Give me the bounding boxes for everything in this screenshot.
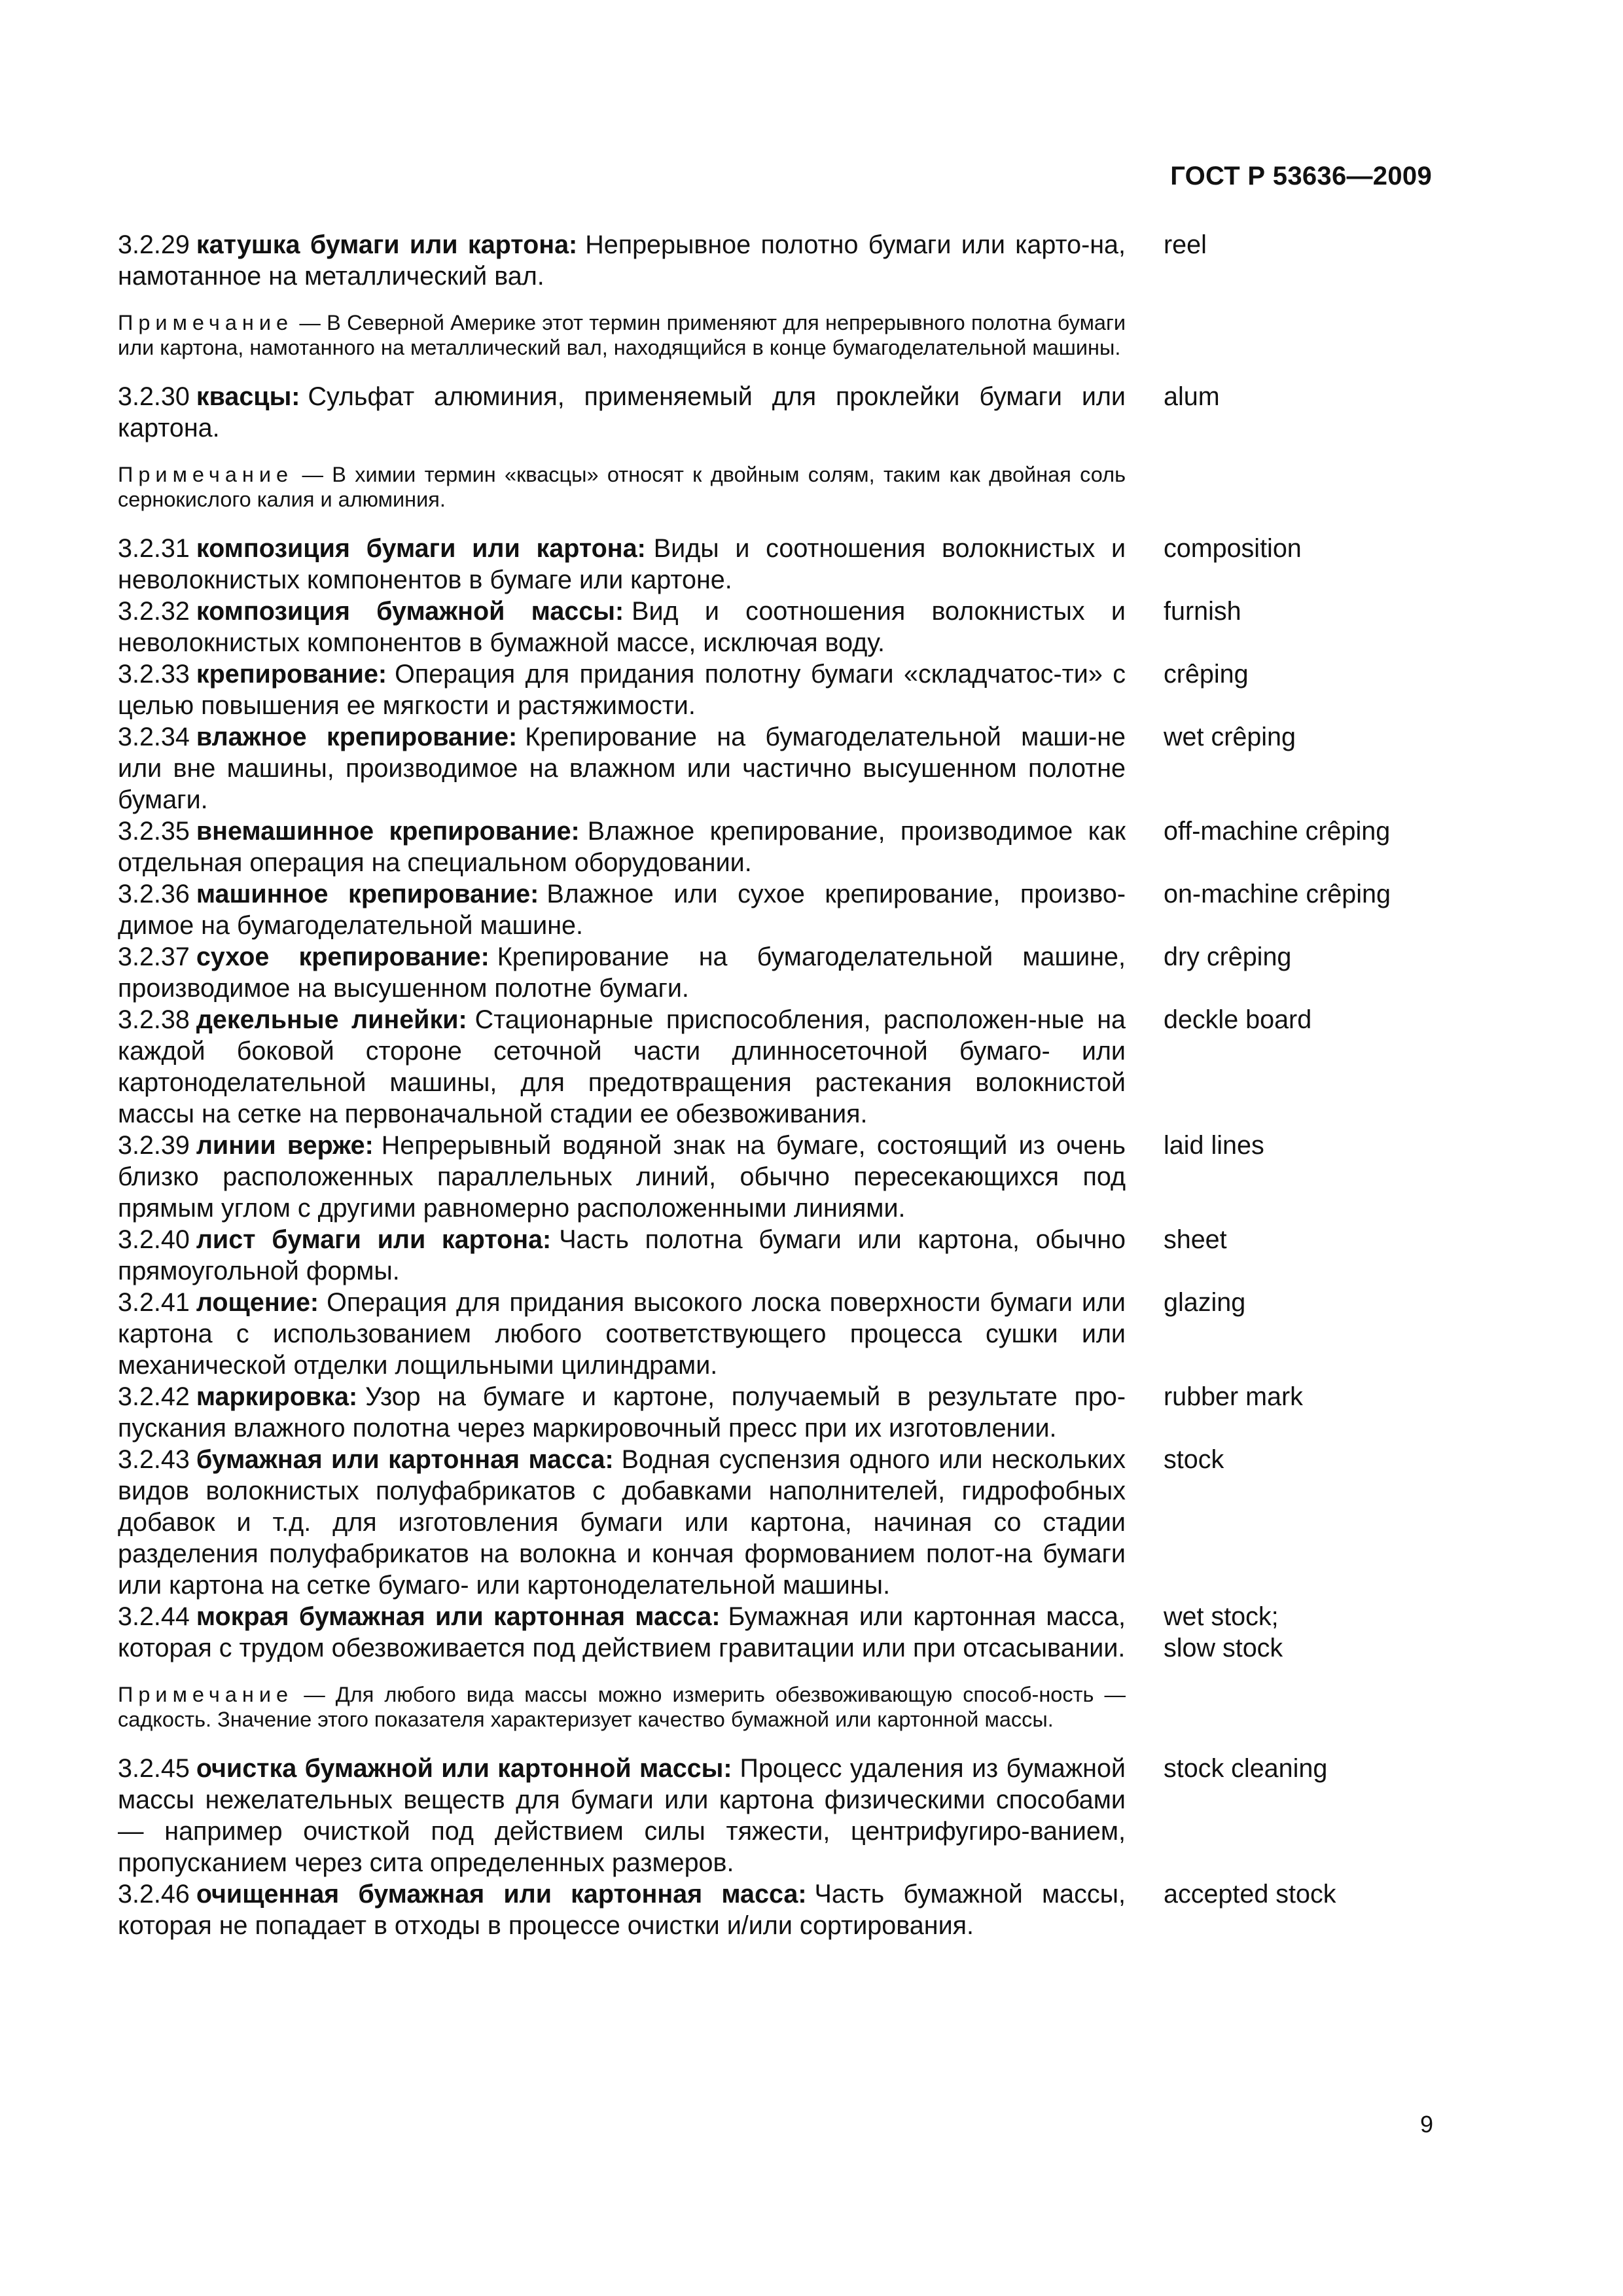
term-text: Непрерывный водяной знак на бумаге, состоящий из очень близко расположенных параллельных линий, обычно пересекающихся под прямым углом с другими равномерно расположенными линиями. xyxy=(118,1131,1126,1223)
term-name: композиция бумаги или картона: xyxy=(196,534,646,563)
term-entry xyxy=(118,816,1472,878)
note-label: Примечание xyxy=(118,1683,294,1706)
term-definition xyxy=(118,1287,1126,1381)
term-name: очистка бумажной или картонной массы: xyxy=(196,1754,732,1783)
term-number: 3.2.34 xyxy=(118,723,190,751)
term-name: квасцы: xyxy=(196,382,300,411)
term-number: 3.2.29 xyxy=(118,230,190,259)
note-block xyxy=(118,310,1126,360)
term-english-equivalent: rubber mark xyxy=(1164,1382,1303,1411)
term-english-equivalent: wet stock; slow stock xyxy=(1164,1602,1283,1662)
term-definition xyxy=(118,1224,1126,1287)
term-number: 3.2.32 xyxy=(118,597,190,626)
note-label: Примечание xyxy=(118,463,294,486)
term-english-equivalent: stock cleaning xyxy=(1164,1754,1328,1783)
term-definition xyxy=(118,816,1126,878)
term-entry xyxy=(118,721,1472,816)
term-english-equivalent: dry crêping xyxy=(1164,942,1292,971)
term-number: 3.2.42 xyxy=(118,1382,190,1411)
term-number: 3.2.43 xyxy=(118,1445,190,1474)
term-english-equivalent: glazing xyxy=(1164,1288,1246,1317)
note-text: — В химии термин «квасцы» относят к двойным солям, таким как двойная соль сернокислого калия и алюминия. xyxy=(118,463,1126,511)
term-number: 3.2.45 xyxy=(118,1754,190,1783)
term-text: Крепирование на бумагоделательной машине, производимое на высушенном полотне бумаги. xyxy=(118,942,1126,1003)
term-name: влажное крепирование: xyxy=(196,723,518,751)
term-number: 3.2.41 xyxy=(118,1288,190,1317)
term-number: 3.2.31 xyxy=(118,534,190,563)
term-definition xyxy=(118,229,1126,292)
term-number: 3.2.40 xyxy=(118,1225,190,1254)
term-name: крепирование: xyxy=(196,660,387,689)
term-text: Процесс удаления из бумажной массы нежелательных веществ для бумаги или картона физическими способами — например очисткой под действием силы тяжести, центрифугиро-ванием, пропусканием через сита определенных размеров. xyxy=(118,1754,1126,1877)
term-english-equivalent: reel xyxy=(1164,230,1207,259)
term-english-equivalent: off-machine crêping xyxy=(1164,817,1391,846)
note-text: — Для любого вида массы можно измерить обезвоживающую способ-ность — садкость. Значение этого показателя характеризует качество бумажной или картонной массы. xyxy=(118,1683,1126,1731)
term-definition xyxy=(118,381,1126,444)
term-english-equivalent: wet crêping xyxy=(1164,723,1296,751)
term-entry xyxy=(118,1878,1472,1941)
term-english-equivalent: alum xyxy=(1164,382,1220,411)
term-definition xyxy=(118,596,1126,658)
term-entry xyxy=(118,229,1472,292)
term-english-equivalent: composition xyxy=(1164,534,1302,563)
term-text: Непрерывное полотно бумаги или карто-на, намотанное на металлический вал. xyxy=(118,230,1126,291)
term-definition xyxy=(118,1381,1126,1444)
term-entry xyxy=(118,1004,1472,1130)
term-text: Влажное крепирование, производимое как отдельная операция на специальном оборудовании. xyxy=(118,817,1126,877)
term-english-equivalent: stock xyxy=(1164,1445,1224,1474)
term-number: 3.2.37 xyxy=(118,942,190,971)
term-name: лист бумаги или картона: xyxy=(196,1225,552,1254)
term-number: 3.2.38 xyxy=(118,1005,190,1034)
term-entry xyxy=(118,941,1472,1004)
term-text: Сульфат алюминия, применяемый для проклейки бумаги или картона. xyxy=(118,382,1126,442)
term-entry xyxy=(118,1601,1472,1664)
term-number: 3.2.30 xyxy=(118,382,190,411)
term-entry xyxy=(118,533,1472,596)
term-english-equivalent: on-machine crêping xyxy=(1164,880,1391,908)
term-entry xyxy=(118,381,1472,444)
term-english-equivalent: sheet xyxy=(1164,1225,1227,1254)
term-entry xyxy=(118,1287,1472,1381)
term-number: 3.2.39 xyxy=(118,1131,190,1160)
term-name: машинное крепирование: xyxy=(196,880,539,908)
note-label: Примечание xyxy=(118,311,294,334)
term-name: маркировка: xyxy=(196,1382,358,1411)
term-number: 3.2.44 xyxy=(118,1602,190,1631)
term-english-equivalent: furnish xyxy=(1164,597,1241,626)
term-english-equivalent: laid lines xyxy=(1164,1131,1264,1160)
term-definition xyxy=(118,1130,1126,1224)
term-definition xyxy=(118,878,1126,941)
term-name: линии верже: xyxy=(196,1131,374,1160)
term-name: мокрая бумажная или картонная масса: xyxy=(196,1602,721,1631)
term-text: Операция для придания полотну бумаги «складчатос-ти» с целью повышения ее мягкости и растяжимости. xyxy=(118,660,1126,720)
term-english-equivalent: deckle board xyxy=(1164,1005,1312,1034)
term-text: Узор на бумаге и картоне, получаемый в результате про-пускания влажного полотна через маркировочный пресс при их изготовлении. xyxy=(118,1382,1126,1443)
term-name: очищенная бумажная или картонная масса: xyxy=(196,1880,807,1909)
note-text: — В Северной Америке этот термин применяют для непрерывного полотна бумаги или картона, намотанного на металлический вал, находящийся в конце бумагоделательной машины. xyxy=(118,311,1126,359)
term-text: Часть полотна бумаги или картона, обычно прямоугольной формы. xyxy=(118,1225,1126,1285)
term-number: 3.2.33 xyxy=(118,660,190,689)
term-definition xyxy=(118,1753,1126,1878)
term-english-equivalent: crêping xyxy=(1164,660,1249,689)
term-entry xyxy=(118,1753,1472,1878)
term-definition xyxy=(118,658,1126,721)
term-text: Виды и соотношения волокнистых и неволокнистых компонентов в бумаге или картоне. xyxy=(118,534,1126,594)
term-text: Операция для придания высокого лоска поверхности бумаги или картона с использованием любого соответствующего процесса сушки или механической отделки лощильными цилиндрами. xyxy=(118,1288,1126,1380)
term-entry xyxy=(118,658,1472,721)
term-text: Часть бумажной массы, которая не попадает в отходы в процессе очистки и/или сортирования. xyxy=(118,1880,1126,1940)
term-name: декельные линейки: xyxy=(196,1005,467,1034)
term-text: Водная суспензия одного или нескольких видов волокнистых полуфабрикатов с добавками наполнителей, гидрофобных добавок и т.д. для изготовления бумаги или картона, начиная со стадии разделения полуфабрикатов на волокна и кончая формованием полот-на бумаги или картона на сетке бумаго- или картоноделательной машины. xyxy=(118,1445,1126,1600)
term-entry xyxy=(118,1130,1472,1224)
page-number: 9 xyxy=(1419,2111,1433,2138)
term-english-equivalent: accepted stock xyxy=(1164,1880,1336,1909)
term-definition xyxy=(118,533,1126,596)
term-text: Крепирование на бумагоделательной маши-не или вне машины, производимое на влажном или частично высушенном полотне бумаги. xyxy=(118,723,1126,814)
term-definition xyxy=(118,941,1126,1004)
term-name: композиция бумажной массы: xyxy=(196,597,624,626)
term-definition xyxy=(118,1878,1126,1941)
term-definition xyxy=(118,1444,1126,1601)
term-entry xyxy=(118,596,1472,658)
term-entry xyxy=(118,1444,1472,1601)
term-name: внемашинное крепирование: xyxy=(196,817,580,846)
note-block xyxy=(118,1682,1126,1732)
term-text: Влажное или сухое крепирование, произво-димое на бумагоделательной машине. xyxy=(118,880,1126,940)
term-number: 3.2.35 xyxy=(118,817,190,846)
term-definition xyxy=(118,1004,1126,1130)
note-block xyxy=(118,462,1126,512)
term-number: 3.2.46 xyxy=(118,1880,190,1909)
term-definition xyxy=(118,721,1126,816)
term-entry xyxy=(118,1381,1472,1444)
terms-list xyxy=(118,229,1472,1941)
term-text: Бумажная или картонная масса, которая с трудом обезвоживается под действием гравитации или при отсасывании. xyxy=(118,1602,1126,1662)
term-name: бумажная или картонная масса: xyxy=(196,1445,614,1474)
term-name: сухое крепирование: xyxy=(196,942,490,971)
term-name: лощение: xyxy=(196,1288,319,1317)
term-definition xyxy=(118,1601,1126,1664)
term-entry xyxy=(118,1224,1472,1287)
term-entry xyxy=(118,878,1472,941)
document-id-header: ГОСТ Р 53636—2009 xyxy=(1170,162,1432,190)
term-text: Стационарные приспособления, расположен-ные на каждой боковой стороне сеточной части длинносеточной бумаго- или картоноделательной машины, для предотвращения растекания волокнистой массы на сетке на первоначальной стадии ее обезвоживания. xyxy=(118,1005,1126,1128)
term-text: Вид и соотношения волокнистых и неволокнистых компонентов в бумажной массе, исключая воду. xyxy=(118,597,1126,657)
term-number: 3.2.36 xyxy=(118,880,190,908)
term-name: катушка бумаги или картона: xyxy=(196,230,578,259)
